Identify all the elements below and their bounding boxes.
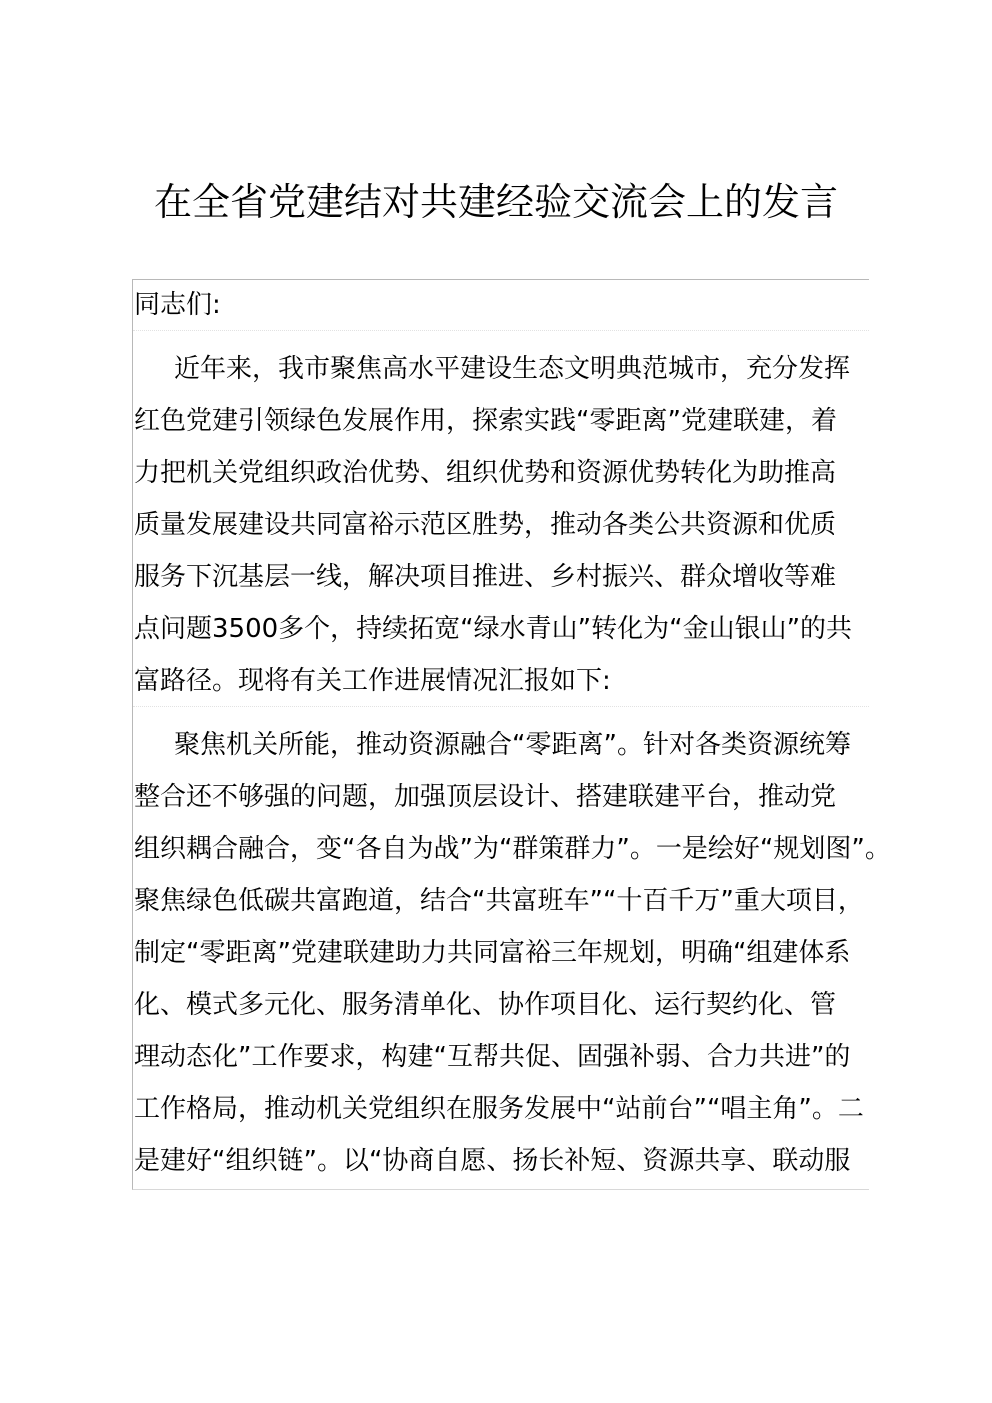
paragraph-1-line-2: 红色党建引领绿色发展作用，探索实践“零距离”党建联建，着 [134, 406, 837, 436]
paragraph-2-line-3: 组织耦合融合，变“各自为战”为“群策群力”。一是绘好“规划图”。 [134, 834, 891, 864]
paragraph-1-line-3: 力把机关党组织政治优势、组织优势和资源优势转化为助推高 [134, 458, 837, 488]
paragraph-2-line-9: 是建好“组织链”。以“协商自愿、扬长补短、资源共享、联动服 [134, 1146, 851, 1176]
paragraph-1-line-6: 点问题3500多个，持续拓宽“绿水青山”转化为“金山银山”的共 [134, 614, 853, 644]
paragraph-2-line-4: 聚焦绿色低碳共富跑道，结合“共富班车”“十百千万”重大项目， [134, 886, 864, 916]
page-title: 在全省党建结对共建经验交流会上的发言 [153, 180, 838, 224]
salutation: 同志们: [134, 290, 221, 320]
paragraph-1-line-7: 富路径。现将有关工作进展情况汇报如下: [134, 666, 611, 696]
paragraph-separator [133, 706, 869, 707]
paragraph-1-line-4: 质量发展建设共同富裕示范区胜势，推动各类公共资源和优质 [134, 510, 837, 540]
paragraph-2-line-2: 整合还不够强的问题，加强顶层设计、搭建联建平台，推动党 [134, 782, 837, 812]
paragraph-2-line-7: 理动态化”工作要求，构建“互帮共促、固强补弱、合力共进”的 [134, 1042, 851, 1072]
paragraph-1-line-1: 近年来，我市聚焦高水平建设生态文明典范城市，充分发挥 [174, 354, 851, 384]
paragraph-2-line-6: 化、模式多元化、服务清单化、协作项目化、运行契约化、管 [134, 990, 837, 1020]
paragraph-separator [133, 330, 869, 331]
paragraph-2-line-8: 工作格局，推动机关党组织在服务发展中“站前台”“唱主角”。二 [134, 1094, 864, 1124]
paragraph-1-line-5: 服务下沉基层一线，解决项目推进、乡村振兴、群众增收等难 [134, 562, 837, 592]
paragraph-2-line-1: 聚焦机关所能，推动资源融合“零距离”。针对各类资源统筹 [174, 730, 851, 760]
paragraph-2-line-5: 制定“零距离”党建联建助力共同富裕三年规划，明确“组建体系 [134, 938, 851, 968]
